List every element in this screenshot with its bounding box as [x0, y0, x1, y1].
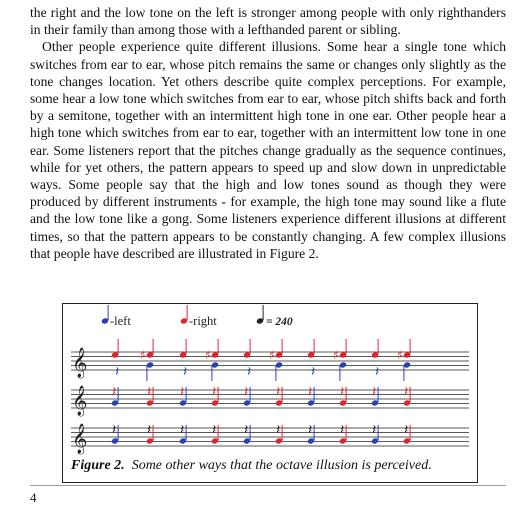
staff-2-rest-2: 𝄽 — [147, 384, 152, 400]
staff-3-rest-9: 𝄽 — [372, 422, 377, 438]
staff-2-treble-clef: 𝄞 — [72, 386, 88, 416]
figure-caption — [71, 458, 471, 474]
staff-3-rest-10: 𝄽 — [404, 422, 409, 438]
music-notation — [63, 304, 477, 482]
legend-left-label: -left — [110, 314, 131, 328]
caption-text: Some other ways that the octave illusion is perceived. — [131, 458, 432, 473]
staff-2-rest-4: 𝄽 — [212, 384, 217, 400]
staff-1-sharp-2: ♯ — [140, 348, 146, 362]
staff-1-rest-5: 𝄽 — [247, 364, 252, 380]
paragraph-2: Other people experience quite different illusions. Some hear a single tone which switches from ear to ear, whose pitch remains the same or changes only slightly as the tone changes location. Yet others describe quite complex perceptions. For example, some hear a low tone which switches from ear to ear, whose pitch shifts back and forth by a semitone, together with an intermittent high tone in one ear. Other people hear a high tone which switches from ear to ear, together with an intermittent low tone in one ear. Some listeners report that the pitches change gradually as the sequence continues, while for yet others, the pattern appears to speed up and slow down in unpredictable ways. Some people say that the high and low tones sound as though they were produced by different instruments - for example, the high tone may sound like a flute and the low tone like a gong. Some listeners experience different illusions at different times, so that the pattern appears to be constantly changing. A few complex illusions that people have described are illustrated in Figure 2. — [30, 39, 506, 261]
staff-3-rest-6: 𝄽 — [276, 422, 281, 438]
paragraph-1: the right and the low tone on the left is stronger among people with only righthanders in their family than among those with a lefthanded parent or sibling. — [30, 5, 506, 38]
staff-3-rest-3: 𝄽 — [180, 422, 185, 438]
staff-2-rest-6: 𝄽 — [276, 384, 281, 400]
legend-right-label: -right — [189, 314, 217, 328]
staff-1-rest-1: 𝄽 — [115, 364, 120, 380]
staff-2-rest-3: 𝄽 — [180, 384, 185, 400]
staff-1-rest-3: 𝄽 — [183, 364, 188, 380]
staff-2-rest-1: 𝄽 — [112, 384, 117, 400]
footer-rule — [30, 485, 506, 486]
caption-label: Figure 2. — [71, 458, 125, 473]
staff-3-rest-2: 𝄽 — [147, 422, 152, 438]
staff-1-sharp-6: ♯ — [269, 348, 275, 362]
staff-3-rest-8: 𝄽 — [340, 422, 345, 438]
staff-3-rest-1: 𝄽 — [112, 422, 117, 438]
staff-2-rest-8: 𝄽 — [340, 384, 345, 400]
staff-1-rest-9: 𝄽 — [375, 364, 380, 380]
staff-3-treble-clef: 𝄞 — [72, 424, 88, 454]
staff-3-rest-5: 𝄽 — [244, 422, 249, 438]
staff-2-rest-9: 𝄽 — [372, 384, 377, 400]
page-number: 4 — [30, 490, 37, 505]
staff-2-rest-7: 𝄽 — [308, 384, 313, 400]
figure-2 — [62, 303, 478, 483]
staff-2-rest-10: 𝄽 — [404, 384, 409, 400]
staff-1-rest-7: 𝄽 — [311, 364, 316, 380]
staff-3-rest-4: 𝄽 — [212, 422, 217, 438]
staff-1-treble-clef: 𝄞 — [72, 348, 88, 378]
staff-2-rest-5: 𝄽 — [244, 384, 249, 400]
legend-tempo-label: = 240 — [266, 316, 293, 328]
staff-1-sharp-10: ♯ — [397, 348, 403, 362]
body-text — [30, 4, 506, 262]
staff-1-sharp-4: ♯ — [205, 348, 211, 362]
staff-1-sharp-8: ♯ — [333, 348, 339, 362]
staff-3-rest-7: 𝄽 — [308, 422, 313, 438]
